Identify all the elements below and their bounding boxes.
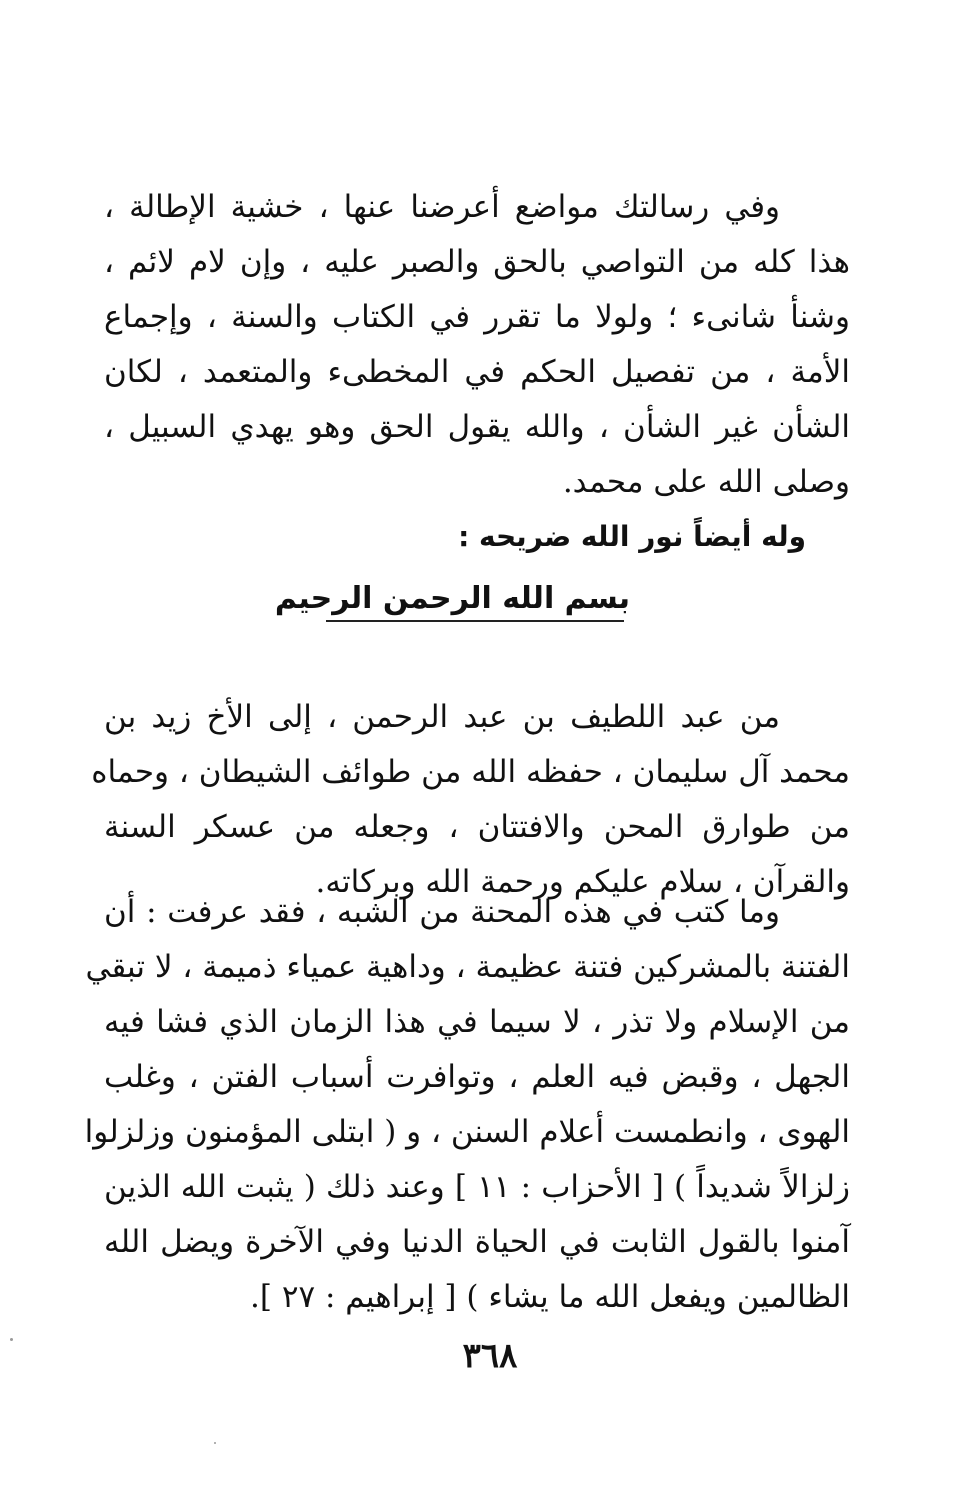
text-line: الشأن غير الشأن ، والله يقول الحق وهو يهدي السبيل ،	[104, 409, 850, 445]
text-line: محمد آل سليمان ، حفظه الله من طوائف الشيطان ، وحماه	[91, 754, 850, 790]
text-line: وصلى الله على محمد.	[562, 464, 850, 500]
basmala-calligraphy: بسم الله الرحمن الرحيم	[274, 581, 630, 616]
text-line: الجهل ، وقبض فيه العلم ، وتوافرت أسباب الفتن ، وغلب	[104, 1059, 850, 1095]
text-line: وما كتب في هذه المحنة من الشبه ، فقد عرفت : أن	[104, 894, 780, 930]
text-line: هذا كله من التواصي بالحق والصبر عليه ، وإن لام لائم ،	[104, 244, 850, 280]
text-line: من عبد اللطيف بن عبد الرحمن ، إلى الأخ زيد بن	[104, 699, 780, 735]
section-heading: وله أيضاً نور الله ضريحه :	[458, 520, 806, 553]
text-line: الظالمين ويفعل الله ما يشاء ) [ إبراهيم : ٢٧ ].	[250, 1279, 850, 1315]
paragraph-closing-letter	[104, 180, 850, 510]
text-line: والقرآن ، سلام عليكم ورحمة الله وبركاته.	[315, 864, 850, 900]
basmala-underline	[326, 620, 624, 622]
text-line: من طوارق المحن والافتتان ، وجعله من عسكر السنة	[104, 809, 850, 845]
text-line: وفي رسالتك مواضع أعرضنا عنها ، خشية الإطالة ،	[104, 189, 780, 225]
text-line: الفتنة بالمشركين فتنة عظيمة ، وداهية عمياء ذميمة ، لا تبقي	[85, 949, 850, 985]
paragraph-letter-body	[84, 885, 850, 1325]
text-line: آمنوا بالقول الثابت في الحياة الدنيا وفي الآخرة ويضل الله	[104, 1224, 850, 1260]
text-line: من الإسلام ولا تذر ، لا سيما في هذا الزمان الذي فشا فيه	[104, 1004, 850, 1040]
text-line: الأمة ، من تفصيل الحكم في المخطىء والمتعمد ، لكان	[104, 354, 850, 390]
text-line: وشنأ شانىء ؛ ولولا ما تقرر في الكتاب والسنة ، وإجماع	[104, 299, 850, 335]
page-number: ٣٦٨	[462, 1336, 518, 1376]
text-line: الهوى ، وانطمست أعلام السنن ، و ( ابتلى المؤمنون وزلزلوا	[84, 1114, 850, 1150]
text-line: زلزالاً شديداً ) [ الأحزاب : ١١ ] وعند ذلك ( يثبت الله الذين	[104, 1169, 850, 1205]
paragraph-letter-opening	[91, 690, 850, 910]
scan-speck	[10, 1338, 13, 1341]
scan-speck	[214, 1442, 216, 1444]
